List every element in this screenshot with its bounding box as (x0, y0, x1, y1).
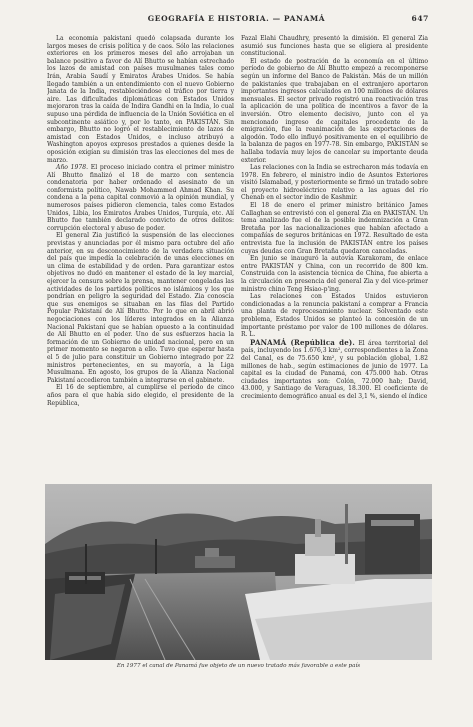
left-column (47, 35, 234, 475)
paragraph (241, 293, 428, 339)
paragraph: El 18 de enero el primer ministro británico James Callaghan se entrevistó con el general Zia en PAKISTÁN. Un tema analizado fue el de la posible indemnización a Gran Bretaña por las nacionalizaciones que habían afectado a compañías de seguros británicas en 1972. Resultado de esta entrevista fue la inclusión de PAKISTÁN entre los países cuyas deudas con Gran Bretaña quedaron canceladas. (241, 202, 428, 255)
paragraph: El general Zia justificó la suspensión de las elecciones previstas y anunciadas por él mismo para octubre del año anterior, en su desconocimiento de la verdadera situación del país que impedía la celebración de unas elecciones en un clima de estabilidad y de orden. Para garantizar estos objetivos no dudó en mantener el estado de la ley marcial, ejercer la censura sobre la prensa, mantener congeladas las actividades de los partidos políticos no islámicos y los que pondrían en peligro la seguridad del Estado. Zia conoscía que sus enemigos se situaban en las filas del Partido Popular Pakistaní de Alí Bhutto. Por lo que en abril abrió negociaciones con los líderes integrados en la Alianza Nacional Pakistaní que se habían opuesto a la continuidad de Alí Bhutto en el poder. Uno de sus esfuerzos hacia la formación de un Gobierno de unidad nacional, pero en un primer momento se negaron a ello. Tuvo que esperar hasta el 5 de julio para constituir un Gobierno integrado por 22 ministros pertenecientes, en su mayoría, a la Liga Musulmana. En agosto, los grupos de la Alianza Nacional Pakistaní accedieron también a integrarse en el gabinete. (47, 232, 234, 384)
paragraph: Las relaciones con la India se estrecharon más todavía en 1978. En febrero, el ministro indio de Asuntos Exteriores visitó Islamabad, y posteriormente se firmó un tratado sobre el proyecto hidroeléctrico relativo a las aguas del río Chenab en el sector indio de Kashmir. (241, 164, 428, 202)
paragraph: En junio se inauguró la autovía Karakoram, de enlace entre PAKISTÁN y China, con un recorrido de 800 km. Construida con la asistencia técnica de China, fue abierta a la circulación en presencia del general Zia y del vice-primer ministro chino Teng Hsiao-p'ing. (241, 255, 428, 293)
paragraph (47, 164, 234, 232)
running-header (0, 14, 473, 28)
paragraph: El estado de postración de la economía en el último período de gobierno de Alí Bhutto empezó a recomponerse según un informe del Banco de Pakistán. Más de un millón de pakistaníes que trabajaban en el extranjero aportaron importantes ingresos calculados en 100 millones de dólares mensuales. El sector privado registró una reactivación tras la aplicación de una política de incentivos a favor de la inversión. Otro elemento decisivo, junto con el ya mencionado ingreso de capitales procedente de la emigración, fue la reanimación de las exportaciones de algodón. Todo ello influyó positivamente en el equilibrio de la balanza de pagos en 1977-78. Sin embargo, PAKISTÁN se hallaba todavía muy lejos de cancelar su importante deuda exterior. (241, 57, 428, 164)
entry-heading: PANAMÁ (República de). (250, 337, 355, 347)
right-column (241, 35, 428, 475)
paragraph-text: El área territorial del país, incluyendo los 1.676,3 km², correspondientes a la Zona del Canal, es de 75.650 km², y su población global, 1.82 millones de hab., según estimaciones de junio de 1977. La capital es la ciudad de Panamá, con 475.000 hab. Otras ciudades importantes son: Colón, 72.000 hab; David, 43.000, y Santiago de Veraguas, 18.300. El coeficiente de crecimiento demográfico anual es del 3,1 %, siendo el índice (241, 339, 428, 400)
paragraph: El 16 de septiembre, al cumplirse el período de cinco años para el que había sido elegido, el presidente de la República, (47, 384, 234, 407)
paragraph-text: Las relaciones con Estados Unidos estuvieron condicionadas a la renuncia pakistaní a comprar a Francia una planta de reprocesamiento nuclear. Solventado este problema, Estados Unidos se planteó la concesión de un importante préstamo por valor de 100 millones de dólares. (241, 293, 428, 331)
paragraph-lead: Año 1978. (56, 164, 88, 172)
page-number: 647 (411, 14, 429, 23)
paragraph (241, 339, 428, 401)
canal-photo (45, 484, 432, 660)
author-signature: R. L. (241, 331, 256, 339)
canal-photo-image (45, 484, 432, 660)
paragraph: Fazal Elahi Chaudhry, presentó la dimisión. El general Zia asumió sus funciones hasta que se eligiera al presidente constitucional. (241, 35, 428, 58)
paragraph-text: El proceso iniciado contra el primer ministro Alí Bhutto finalizó el 18 de marzo con sentencia condenatoria por haber ordenado el asesinato de un conformista político, Nawab Mohammed Ahmad Khan. Su condena a la pena capital conmovió a la opinión mundial, y numerosos países pidieron clemencia, tales como Estados Unidos, Libia, los Emiratos Árabes Unidos, Turquía, etc. Alí Bhutto fue también declarado convicto de otros delitos: corrupción electoral y abuso de poder. (47, 164, 234, 232)
section-title: GEOGRAFÍA E HISTORIA. — PANAMÁ (147, 14, 326, 23)
photo-caption: En 1977 el canal de Panamá fue objeto de un nuevo tratado más favorable a este país (116, 663, 361, 669)
paragraph: La economía pakistaní quedó colapsada durante los largos meses de crisis política y de caos. Sólo las relaciones exteriores en los primeros meses del año arrojaban un balance positivo a favor de Alí Bhutto se habían estrechado los lazos de amistad con países musulmanes tales como Irán, Arabia Saudí y Emiratos Árabes Unidos. Se había llegado también a un entendimiento con el nuevo Gobierno Janata de la India, restableciéndose el tráfico por tierra y aire. Las dificultades diplomáticas con Estados Unidos mejoraron tras la caída de Indira Gandhi en la India, lo cual supuso una pérdida de influencia de la Unión Soviética en el subcontinente asiático y, por lo tanto, en PAKISTÁN. Sin embargo, Bhutto no logró el restablecimiento de lazos de amistad con Estados Unidos, e incluso atribuyó a Washington apoyos expresos prestados a quienes desde la oposición exigían su dimisión tras las elecciones del mes de marzo. (47, 35, 234, 164)
